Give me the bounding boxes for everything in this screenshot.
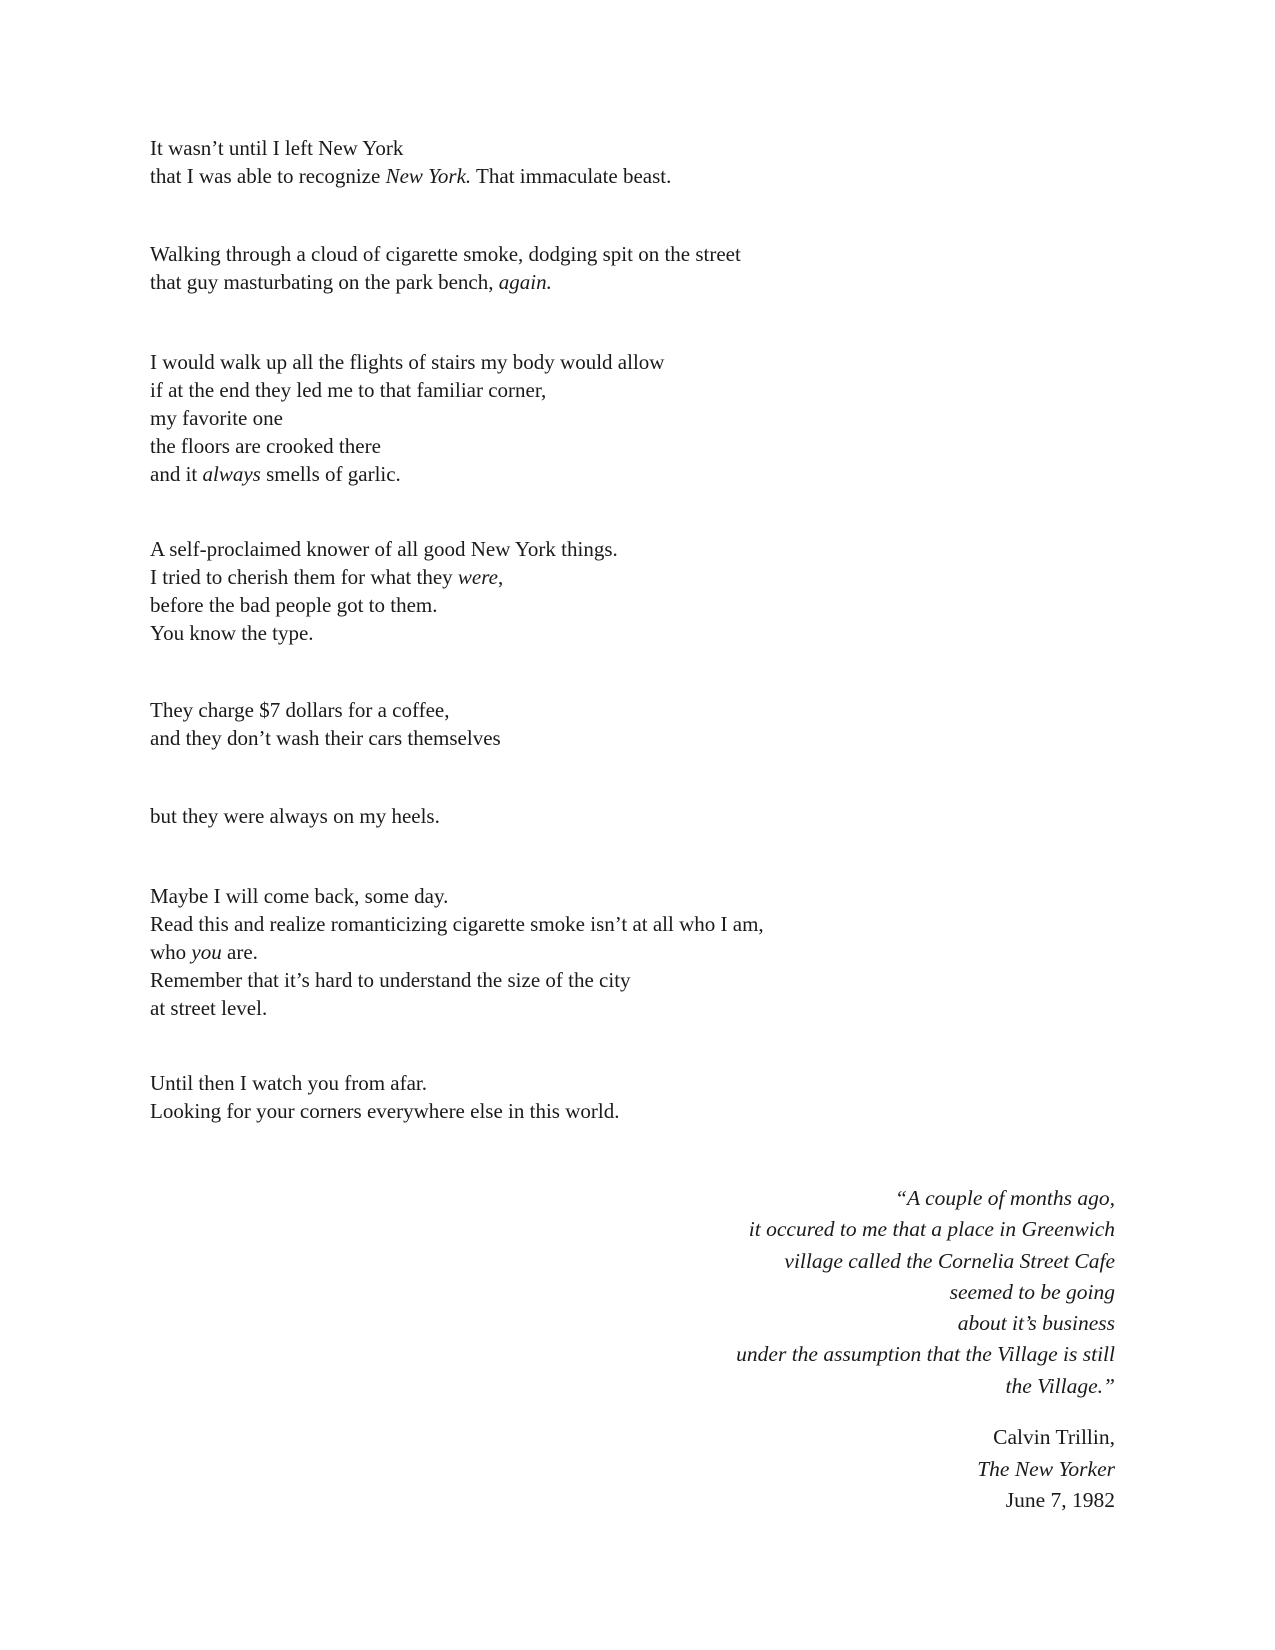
poem-line: Until then I watch you from afar. [150, 1071, 427, 1095]
poem-line: at street level. [150, 996, 268, 1020]
stanza-2 [150, 240, 741, 296]
poem-line: They charge $7 dollars for a coffee, [150, 698, 450, 722]
poem-line: the floors are crooked there [150, 434, 381, 458]
quote-line: village called the Cornelia Street Cafe [784, 1248, 1115, 1273]
poem-line: and it always smells of garlic. [150, 462, 401, 486]
stanza-3 [150, 348, 664, 488]
attribution [977, 1422, 1115, 1517]
stanza-5 [150, 696, 501, 752]
quote-line: the Village.” [1005, 1373, 1115, 1398]
stanza-8 [150, 1069, 619, 1125]
poem-line: before the bad people got to them. [150, 593, 438, 617]
poem-line: You know the type. [150, 621, 314, 645]
quote-line: “A couple of months ago, [895, 1186, 1115, 1210]
poem-line: I would walk up all the flights of stairs my body would allow [150, 350, 665, 374]
poem-line: I tried to cherish them for what they were, [150, 565, 504, 589]
poem-line: Walking through a cloud of cigarette smoke, dodging spit on the street [150, 242, 741, 266]
attribution-date: June 7, 1982 [1005, 1488, 1115, 1512]
poem-line: that guy masturbating on the park bench, again. [150, 270, 552, 294]
attribution-publication: The New Yorker [977, 1456, 1115, 1481]
poem-line: A self-proclaimed knower of all good New York things. [150, 537, 618, 561]
quote-line: it occured to me that a place in Greenwich [748, 1217, 1115, 1242]
poem-line: Read this and realize romanticizing cigarette smoke isn’t at all who I am, [150, 912, 764, 936]
poem-line: It wasn’t until I left New York [150, 136, 404, 160]
stanza-6 [150, 802, 440, 830]
poem-line: Maybe I will come back, some day. [150, 884, 449, 908]
poem-line: and they don’t wash their cars themselves [150, 726, 501, 750]
quote-line: under the assumption that the Village is still [736, 1342, 1115, 1367]
epigraph-quote [736, 1183, 1115, 1402]
poem-line: but they were always on my heels. [150, 804, 440, 828]
quote-line: seemed to be going [949, 1279, 1115, 1304]
poem-line: who you are. [150, 940, 258, 964]
stanza-4 [150, 535, 618, 647]
poem-line: Looking for your corners everywhere else in this world. [150, 1099, 620, 1123]
poem-line: if at the end they led me to that familiar corner, [150, 378, 547, 402]
stanza-1 [150, 134, 671, 190]
poem-line: my favorite one [150, 406, 283, 430]
stanza-7 [150, 882, 764, 1022]
attribution-author: Calvin Trillin, [993, 1425, 1115, 1449]
poem-line: Remember that it’s hard to understand the size of the city [150, 968, 631, 992]
poem-line: that I was able to recognize New York. That immaculate beast. [150, 164, 672, 188]
quote-line: about it’s business [957, 1311, 1115, 1336]
